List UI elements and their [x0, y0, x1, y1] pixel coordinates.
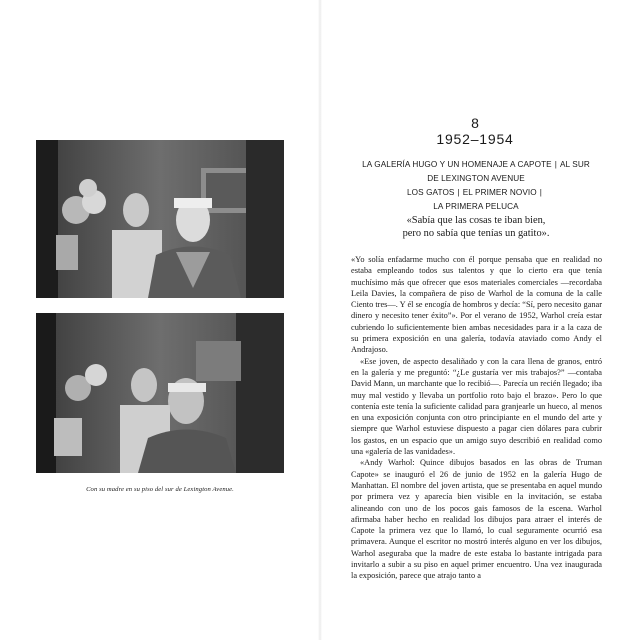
subtitle-item: AL SUR DE LEXINGTON AVENUE	[427, 160, 590, 183]
epigraph-line: «Sabía que las cosas te iban bien,	[406, 215, 546, 226]
subtitle-separator: |	[554, 160, 557, 169]
paragraph: «Ese joven, de aspecto desaliñado y con la cara llena de granos, entró en la galería y me preguntó: “¿Le gustaría ver mis trabajos?” —contaba David Mann, un marchante que lo recibió—. Parecía un recién llegado; iba muy mal vestido y llevaba un portfolio roto bajo el brazo». Pero lo que contenía este tenía la suficiente calidad para granjearle un hueco, al menos en una exposición conjunta con otro principiante en el mundo del arte y siempre que Warhol estuviese dispuesto a pagar cien dólares para cubrir los gastos, en un espacio que un amigo suyo describió en realidad como una «galería de las vanidades».	[351, 356, 602, 457]
chapter-subtitles	[356, 158, 596, 214]
paragraph: «Andy Warhol: Quince dibujos basados en las obras de Truman Capote» se inauguró el 26 de junio de 1952 en la galería Hugo de Manhattan. El nombre del joven artista, que se presentaba en aquel mundo por primera vez y aparecía bien visible en la invitación, se estaba alineando con uno de los pocos gais famosos de la escena. Warhol afirmaba haber hecho en realidad los dibujos para atraer el interés de Capote la primera vez que lo llamó, lo cual seguramente ocurrió esa primavera. Aunque el escritor no mostró interés alguno en ver los dibujos, Warhol aseguraba que la madre de este estaba lo bastante intrigada para invitarlo a subir a su piso en aquel primer encuentro. Una vez inaugurada la exposición, parece que atrajo tanto a	[351, 458, 602, 581]
book-gutter	[318, 0, 322, 640]
subtitle-item: EL PRIMER NOVIO	[462, 188, 537, 197]
epigraph-line: pero no sabía que tenías un gatito».	[402, 228, 550, 239]
subtitle-separator: |	[457, 188, 460, 197]
photo-top	[36, 140, 284, 298]
paragraph: «Yo solía enfadarme mucho con él porque pensaba que en realidad no estaba empleando todos sus talentos y que lo cierto era que tenía muchísimo más que ofrecer que esos materiales comerciales —recordaba Leila Davies, la compañera de piso de Warhol de la comuna de la calle Ciento tres—. Y él se encogía de hombros y decía: “Sí, pero necesito ganar dinero y necesito tener éxito”». Por el verano de 1952, Warhol creía estar cubriendo lo suficientemente bien ambas necesidades para ir a la caza de su primera exposición en una galería, todavía ataviado como Andy el Andrajoso.	[351, 255, 602, 355]
subtitle-item: LA GALERÍA HUGO Y UN HOMENAJE A CAPOTE	[362, 160, 552, 169]
subtitle-item: LOS GATOS	[407, 188, 455, 197]
photo-caption: Con su madre en su piso del sur de Lexington Avenue.	[86, 486, 234, 493]
photo-bottom	[36, 313, 284, 473]
subtitle-item: LA PRIMERA PELUCA	[433, 202, 519, 211]
body-text	[351, 254, 602, 582]
chapter-years: 1952–1954	[436, 131, 514, 147]
subtitle-separator: |	[539, 188, 542, 197]
chapter-number: 8	[471, 115, 479, 131]
epigraph	[356, 214, 596, 240]
